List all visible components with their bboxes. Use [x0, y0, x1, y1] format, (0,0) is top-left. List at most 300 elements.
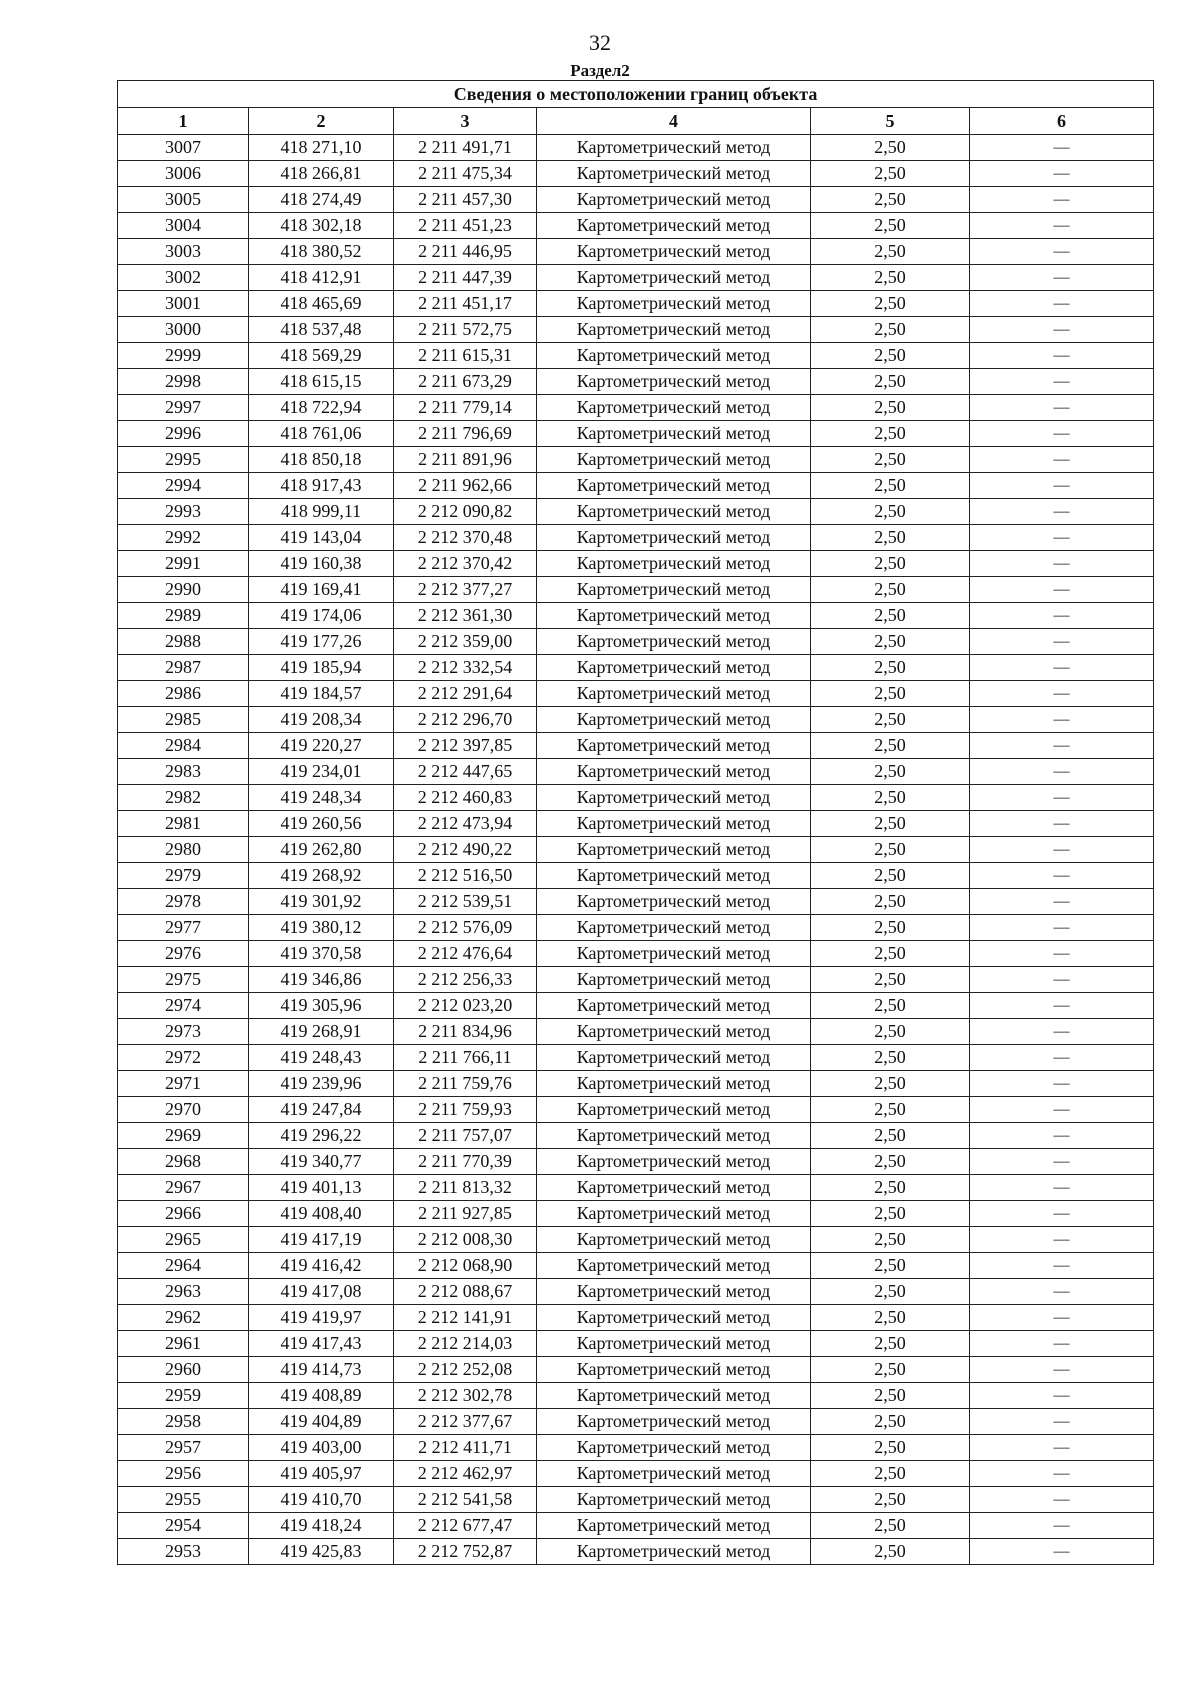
table-row [118, 239, 1154, 265]
description-cell: — [970, 291, 1154, 317]
column-header: 5 [811, 108, 970, 135]
point-number-cell: 3007 [118, 135, 249, 161]
description-cell: — [970, 837, 1154, 863]
method-cell: Картометрический метод [537, 1279, 811, 1305]
method-cell: Картометрический метод [537, 603, 811, 629]
y-coordinate-cell: 2 212 090,82 [394, 499, 537, 525]
table-body [118, 135, 1154, 1565]
point-number-cell: 2953 [118, 1539, 249, 1565]
description-cell: — [970, 1149, 1154, 1175]
table-row [118, 759, 1154, 785]
table-row [118, 1019, 1154, 1045]
table-row [118, 889, 1154, 915]
precision-cell: 2,50 [811, 317, 970, 343]
table-row [118, 317, 1154, 343]
x-coordinate-cell: 419 174,06 [249, 603, 394, 629]
point-number-cell: 2965 [118, 1227, 249, 1253]
column-header: 2 [249, 108, 394, 135]
x-coordinate-cell: 419 404,89 [249, 1409, 394, 1435]
y-coordinate-cell: 2 212 252,08 [394, 1357, 537, 1383]
y-coordinate-cell: 2 212 539,51 [394, 889, 537, 915]
point-number-cell: 2978 [118, 889, 249, 915]
y-coordinate-cell: 2 212 411,71 [394, 1435, 537, 1461]
description-cell: — [970, 1279, 1154, 1305]
method-cell: Картометрический метод [537, 161, 811, 187]
point-number-cell: 2969 [118, 1123, 249, 1149]
description-cell: — [970, 863, 1154, 889]
x-coordinate-cell: 418 615,15 [249, 369, 394, 395]
description-cell: — [970, 681, 1154, 707]
description-cell: — [970, 525, 1154, 551]
description-cell: — [970, 629, 1154, 655]
precision-cell: 2,50 [811, 941, 970, 967]
x-coordinate-cell: 419 419,97 [249, 1305, 394, 1331]
y-coordinate-cell: 2 211 759,93 [394, 1097, 537, 1123]
table-row [118, 161, 1154, 187]
description-cell: — [970, 1513, 1154, 1539]
point-number-cell: 2962 [118, 1305, 249, 1331]
description-cell: — [970, 395, 1154, 421]
point-number-cell: 2979 [118, 863, 249, 889]
x-coordinate-cell: 418 465,69 [249, 291, 394, 317]
description-cell: — [970, 447, 1154, 473]
x-coordinate-cell: 418 850,18 [249, 447, 394, 473]
description-cell: — [970, 1539, 1154, 1565]
point-number-cell: 2986 [118, 681, 249, 707]
x-coordinate-cell: 419 408,40 [249, 1201, 394, 1227]
precision-cell: 2,50 [811, 447, 970, 473]
y-coordinate-cell: 2 212 141,91 [394, 1305, 537, 1331]
x-coordinate-cell: 419 410,70 [249, 1487, 394, 1513]
point-number-cell: 2984 [118, 733, 249, 759]
method-cell: Картометрический метод [537, 681, 811, 707]
y-coordinate-cell: 2 211 491,71 [394, 135, 537, 161]
precision-cell: 2,50 [811, 967, 970, 993]
method-cell: Картометрический метод [537, 1513, 811, 1539]
method-cell: Картометрический метод [537, 707, 811, 733]
x-coordinate-cell: 419 414,73 [249, 1357, 394, 1383]
y-coordinate-cell: 2 211 927,85 [394, 1201, 537, 1227]
y-coordinate-cell: 2 212 377,27 [394, 577, 537, 603]
point-number-cell: 2973 [118, 1019, 249, 1045]
point-number-cell: 2993 [118, 499, 249, 525]
method-cell: Картометрический метод [537, 1097, 811, 1123]
description-cell: — [970, 213, 1154, 239]
point-number-cell: 2964 [118, 1253, 249, 1279]
point-number-cell: 2956 [118, 1461, 249, 1487]
table-row [118, 629, 1154, 655]
table-row [118, 707, 1154, 733]
y-coordinate-cell: 2 211 779,14 [394, 395, 537, 421]
description-cell: — [970, 707, 1154, 733]
x-coordinate-cell: 419 268,92 [249, 863, 394, 889]
description-cell: — [970, 187, 1154, 213]
x-coordinate-cell: 419 169,41 [249, 577, 394, 603]
method-cell: Картометрический метод [537, 421, 811, 447]
x-coordinate-cell: 419 239,96 [249, 1071, 394, 1097]
precision-cell: 2,50 [811, 1149, 970, 1175]
method-cell: Картометрический метод [537, 889, 811, 915]
x-coordinate-cell: 419 417,08 [249, 1279, 394, 1305]
method-cell: Картометрический метод [537, 317, 811, 343]
page-number: 32 [589, 30, 611, 55]
table-row [118, 369, 1154, 395]
y-coordinate-cell: 2 212 476,64 [394, 941, 537, 967]
description-cell: — [970, 421, 1154, 447]
precision-cell: 2,50 [811, 863, 970, 889]
method-cell: Картометрический метод [537, 1331, 811, 1357]
x-coordinate-cell: 419 247,84 [249, 1097, 394, 1123]
description-cell: — [970, 1123, 1154, 1149]
description-cell: — [970, 1175, 1154, 1201]
point-number-cell: 2972 [118, 1045, 249, 1071]
point-number-cell: 2995 [118, 447, 249, 473]
x-coordinate-cell: 418 569,29 [249, 343, 394, 369]
precision-cell: 2,50 [811, 265, 970, 291]
method-cell: Картометрический метод [537, 447, 811, 473]
description-cell: — [970, 941, 1154, 967]
description-cell: — [970, 1227, 1154, 1253]
x-coordinate-cell: 419 418,24 [249, 1513, 394, 1539]
x-coordinate-cell: 419 268,91 [249, 1019, 394, 1045]
x-coordinate-cell: 419 184,57 [249, 681, 394, 707]
table-row [118, 1071, 1154, 1097]
precision-cell: 2,50 [811, 161, 970, 187]
point-number-cell: 2961 [118, 1331, 249, 1357]
description-cell: — [970, 1071, 1154, 1097]
method-cell: Картометрический метод [537, 629, 811, 655]
description-cell: — [970, 135, 1154, 161]
description-cell: — [970, 1045, 1154, 1071]
y-coordinate-cell: 2 211 770,39 [394, 1149, 537, 1175]
y-coordinate-cell: 2 211 891,96 [394, 447, 537, 473]
precision-cell: 2,50 [811, 473, 970, 499]
table-row [118, 1097, 1154, 1123]
table-row [118, 135, 1154, 161]
y-coordinate-cell: 2 212 296,70 [394, 707, 537, 733]
point-number-cell: 2988 [118, 629, 249, 655]
x-coordinate-cell: 418 412,91 [249, 265, 394, 291]
method-cell: Картометрический метод [537, 1175, 811, 1201]
description-cell: — [970, 785, 1154, 811]
y-coordinate-cell: 2 211 673,29 [394, 369, 537, 395]
precision-cell: 2,50 [811, 135, 970, 161]
boundary-table [117, 80, 1154, 1565]
precision-cell: 2,50 [811, 421, 970, 447]
y-coordinate-cell: 2 212 516,50 [394, 863, 537, 889]
table-row [118, 1487, 1154, 1513]
description-cell: — [970, 551, 1154, 577]
precision-cell: 2,50 [811, 551, 970, 577]
method-cell: Картометрический метод [537, 1253, 811, 1279]
y-coordinate-cell: 2 211 457,30 [394, 187, 537, 213]
table-row [118, 265, 1154, 291]
point-number-cell: 2989 [118, 603, 249, 629]
table-row [118, 1123, 1154, 1149]
point-number-cell: 2990 [118, 577, 249, 603]
table-row [118, 1305, 1154, 1331]
table-row [118, 1227, 1154, 1253]
table-row [118, 603, 1154, 629]
description-cell: — [970, 1305, 1154, 1331]
method-cell: Картометрический метод [537, 1227, 811, 1253]
description-cell: — [970, 1383, 1154, 1409]
method-cell: Картометрический метод [537, 1045, 811, 1071]
precision-cell: 2,50 [811, 213, 970, 239]
table-row [118, 525, 1154, 551]
x-coordinate-cell: 419 416,42 [249, 1253, 394, 1279]
point-number-cell: 2991 [118, 551, 249, 577]
x-coordinate-cell: 419 260,56 [249, 811, 394, 837]
precision-cell: 2,50 [811, 1097, 970, 1123]
x-coordinate-cell: 419 425,83 [249, 1539, 394, 1565]
method-cell: Картометрический метод [537, 1357, 811, 1383]
precision-cell: 2,50 [811, 1279, 970, 1305]
precision-cell: 2,50 [811, 655, 970, 681]
x-coordinate-cell: 419 234,01 [249, 759, 394, 785]
x-coordinate-cell: 419 248,43 [249, 1045, 394, 1071]
column-header: 1 [118, 108, 249, 135]
method-cell: Картометрический метод [537, 1461, 811, 1487]
x-coordinate-cell: 418 722,94 [249, 395, 394, 421]
y-coordinate-cell: 2 212 447,65 [394, 759, 537, 785]
x-coordinate-cell: 419 340,77 [249, 1149, 394, 1175]
table-row [118, 447, 1154, 473]
point-number-cell: 2981 [118, 811, 249, 837]
precision-cell: 2,50 [811, 603, 970, 629]
table-row [118, 863, 1154, 889]
point-number-cell: 2977 [118, 915, 249, 941]
precision-cell: 2,50 [811, 1045, 970, 1071]
method-cell: Картометрический метод [537, 863, 811, 889]
precision-cell: 2,50 [811, 1227, 970, 1253]
precision-cell: 2,50 [811, 1201, 970, 1227]
x-coordinate-cell: 419 405,97 [249, 1461, 394, 1487]
table-row [118, 551, 1154, 577]
table-row [118, 1045, 1154, 1071]
x-coordinate-cell: 419 417,43 [249, 1331, 394, 1357]
table-row [118, 1461, 1154, 1487]
y-coordinate-cell: 2 212 008,30 [394, 1227, 537, 1253]
y-coordinate-cell: 2 211 766,11 [394, 1045, 537, 1071]
description-cell: — [970, 1435, 1154, 1461]
table-row [118, 837, 1154, 863]
y-coordinate-cell: 2 211 796,69 [394, 421, 537, 447]
method-cell: Картометрический метод [537, 1409, 811, 1435]
method-cell: Картометрический метод [537, 993, 811, 1019]
table-row [118, 395, 1154, 421]
table-row [118, 291, 1154, 317]
description-cell: — [970, 1357, 1154, 1383]
precision-cell: 2,50 [811, 1357, 970, 1383]
section-title: Раздел2 [570, 61, 630, 80]
method-cell: Картометрический метод [537, 239, 811, 265]
table-row [118, 421, 1154, 447]
table-row [118, 499, 1154, 525]
method-cell: Картометрический метод [537, 187, 811, 213]
description-cell: — [970, 343, 1154, 369]
description-cell: — [970, 811, 1154, 837]
x-coordinate-cell: 419 262,80 [249, 837, 394, 863]
precision-cell: 2,50 [811, 1175, 970, 1201]
point-number-cell: 3004 [118, 213, 249, 239]
description-cell: — [970, 161, 1154, 187]
method-cell: Картометрический метод [537, 1019, 811, 1045]
method-cell: Картометрический метод [537, 1201, 811, 1227]
precision-cell: 2,50 [811, 1435, 970, 1461]
precision-cell: 2,50 [811, 993, 970, 1019]
precision-cell: 2,50 [811, 1513, 970, 1539]
x-coordinate-cell: 419 208,34 [249, 707, 394, 733]
precision-cell: 2,50 [811, 1539, 970, 1565]
x-coordinate-cell: 418 999,11 [249, 499, 394, 525]
precision-cell: 2,50 [811, 291, 970, 317]
method-cell: Картометрический метод [537, 1123, 811, 1149]
column-header-row [118, 108, 1154, 135]
y-coordinate-cell: 2 212 088,67 [394, 1279, 537, 1305]
method-cell: Картометрический метод [537, 1383, 811, 1409]
point-number-cell: 2954 [118, 1513, 249, 1539]
description-cell: — [970, 317, 1154, 343]
point-number-cell: 2966 [118, 1201, 249, 1227]
y-coordinate-cell: 2 212 462,97 [394, 1461, 537, 1487]
table-row [118, 1201, 1154, 1227]
description-cell: — [970, 239, 1154, 265]
precision-cell: 2,50 [811, 915, 970, 941]
y-coordinate-cell: 2 212 256,33 [394, 967, 537, 993]
table-row [118, 1357, 1154, 1383]
table-row [118, 811, 1154, 837]
table-caption: Сведения о местоположении границ объекта [118, 81, 1154, 108]
description-cell: — [970, 889, 1154, 915]
x-coordinate-cell: 418 380,52 [249, 239, 394, 265]
x-coordinate-cell: 419 417,19 [249, 1227, 394, 1253]
method-cell: Картометрический метод [537, 1305, 811, 1331]
x-coordinate-cell: 418 302,18 [249, 213, 394, 239]
method-cell: Картометрический метод [537, 1435, 811, 1461]
y-coordinate-cell: 2 211 447,39 [394, 265, 537, 291]
method-cell: Картометрический метод [537, 811, 811, 837]
point-number-cell: 2994 [118, 473, 249, 499]
precision-cell: 2,50 [811, 629, 970, 655]
precision-cell: 2,50 [811, 1019, 970, 1045]
description-cell: — [970, 265, 1154, 291]
point-number-cell: 2963 [118, 1279, 249, 1305]
description-cell: — [970, 603, 1154, 629]
point-number-cell: 3006 [118, 161, 249, 187]
precision-cell: 2,50 [811, 1331, 970, 1357]
precision-cell: 2,50 [811, 707, 970, 733]
y-coordinate-cell: 2 212 068,90 [394, 1253, 537, 1279]
method-cell: Картометрический метод [537, 343, 811, 369]
precision-cell: 2,50 [811, 1123, 970, 1149]
point-number-cell: 2996 [118, 421, 249, 447]
table-row [118, 785, 1154, 811]
x-coordinate-cell: 419 346,86 [249, 967, 394, 993]
y-coordinate-cell: 2 211 759,76 [394, 1071, 537, 1097]
table-row [118, 213, 1154, 239]
table-row [118, 1175, 1154, 1201]
table-row [118, 993, 1154, 1019]
method-cell: Картометрический метод [537, 655, 811, 681]
precision-cell: 2,50 [811, 525, 970, 551]
x-coordinate-cell: 418 266,81 [249, 161, 394, 187]
precision-cell: 2,50 [811, 1305, 970, 1331]
description-cell: — [970, 655, 1154, 681]
x-coordinate-cell: 419 380,12 [249, 915, 394, 941]
description-cell: — [970, 1331, 1154, 1357]
x-coordinate-cell: 418 537,48 [249, 317, 394, 343]
description-cell: — [970, 499, 1154, 525]
description-cell: — [970, 1019, 1154, 1045]
method-cell: Картометрический метод [537, 759, 811, 785]
y-coordinate-cell: 2 212 291,64 [394, 681, 537, 707]
y-coordinate-cell: 2 211 615,31 [394, 343, 537, 369]
method-cell: Картометрический метод [537, 915, 811, 941]
x-coordinate-cell: 419 160,38 [249, 551, 394, 577]
table-row [118, 1279, 1154, 1305]
y-coordinate-cell: 2 211 446,95 [394, 239, 537, 265]
y-coordinate-cell: 2 211 475,34 [394, 161, 537, 187]
method-cell: Картометрический метод [537, 1539, 811, 1565]
precision-cell: 2,50 [811, 837, 970, 863]
description-cell: — [970, 369, 1154, 395]
description-cell: — [970, 1409, 1154, 1435]
point-number-cell: 2958 [118, 1409, 249, 1435]
x-coordinate-cell: 419 408,89 [249, 1383, 394, 1409]
column-header: 6 [970, 108, 1154, 135]
table-row [118, 1253, 1154, 1279]
method-cell: Картометрический метод [537, 785, 811, 811]
table-row [118, 1513, 1154, 1539]
point-number-cell: 3002 [118, 265, 249, 291]
method-cell: Картометрический метод [537, 265, 811, 291]
point-number-cell: 2976 [118, 941, 249, 967]
method-cell: Картометрический метод [537, 135, 811, 161]
method-cell: Картометрический метод [537, 291, 811, 317]
point-number-cell: 2980 [118, 837, 249, 863]
precision-cell: 2,50 [811, 785, 970, 811]
method-cell: Картометрический метод [537, 551, 811, 577]
point-number-cell: 2967 [118, 1175, 249, 1201]
point-number-cell: 2987 [118, 655, 249, 681]
point-number-cell: 2971 [118, 1071, 249, 1097]
column-header: 3 [394, 108, 537, 135]
table-row [118, 1435, 1154, 1461]
precision-cell: 2,50 [811, 343, 970, 369]
y-coordinate-cell: 2 212 332,54 [394, 655, 537, 681]
y-coordinate-cell: 2 211 451,23 [394, 213, 537, 239]
table-row [118, 1331, 1154, 1357]
point-number-cell: 2968 [118, 1149, 249, 1175]
precision-cell: 2,50 [811, 239, 970, 265]
description-cell: — [970, 1461, 1154, 1487]
y-coordinate-cell: 2 212 023,20 [394, 993, 537, 1019]
table-row [118, 733, 1154, 759]
x-coordinate-cell: 418 761,06 [249, 421, 394, 447]
y-coordinate-cell: 2 212 677,47 [394, 1513, 537, 1539]
point-number-cell: 2985 [118, 707, 249, 733]
x-coordinate-cell: 419 370,58 [249, 941, 394, 967]
description-cell: — [970, 967, 1154, 993]
table-row [118, 187, 1154, 213]
table-row [118, 655, 1154, 681]
x-coordinate-cell: 419 220,27 [249, 733, 394, 759]
description-cell: — [970, 915, 1154, 941]
description-cell: — [970, 1097, 1154, 1123]
x-coordinate-cell: 419 296,22 [249, 1123, 394, 1149]
y-coordinate-cell: 2 212 541,58 [394, 1487, 537, 1513]
